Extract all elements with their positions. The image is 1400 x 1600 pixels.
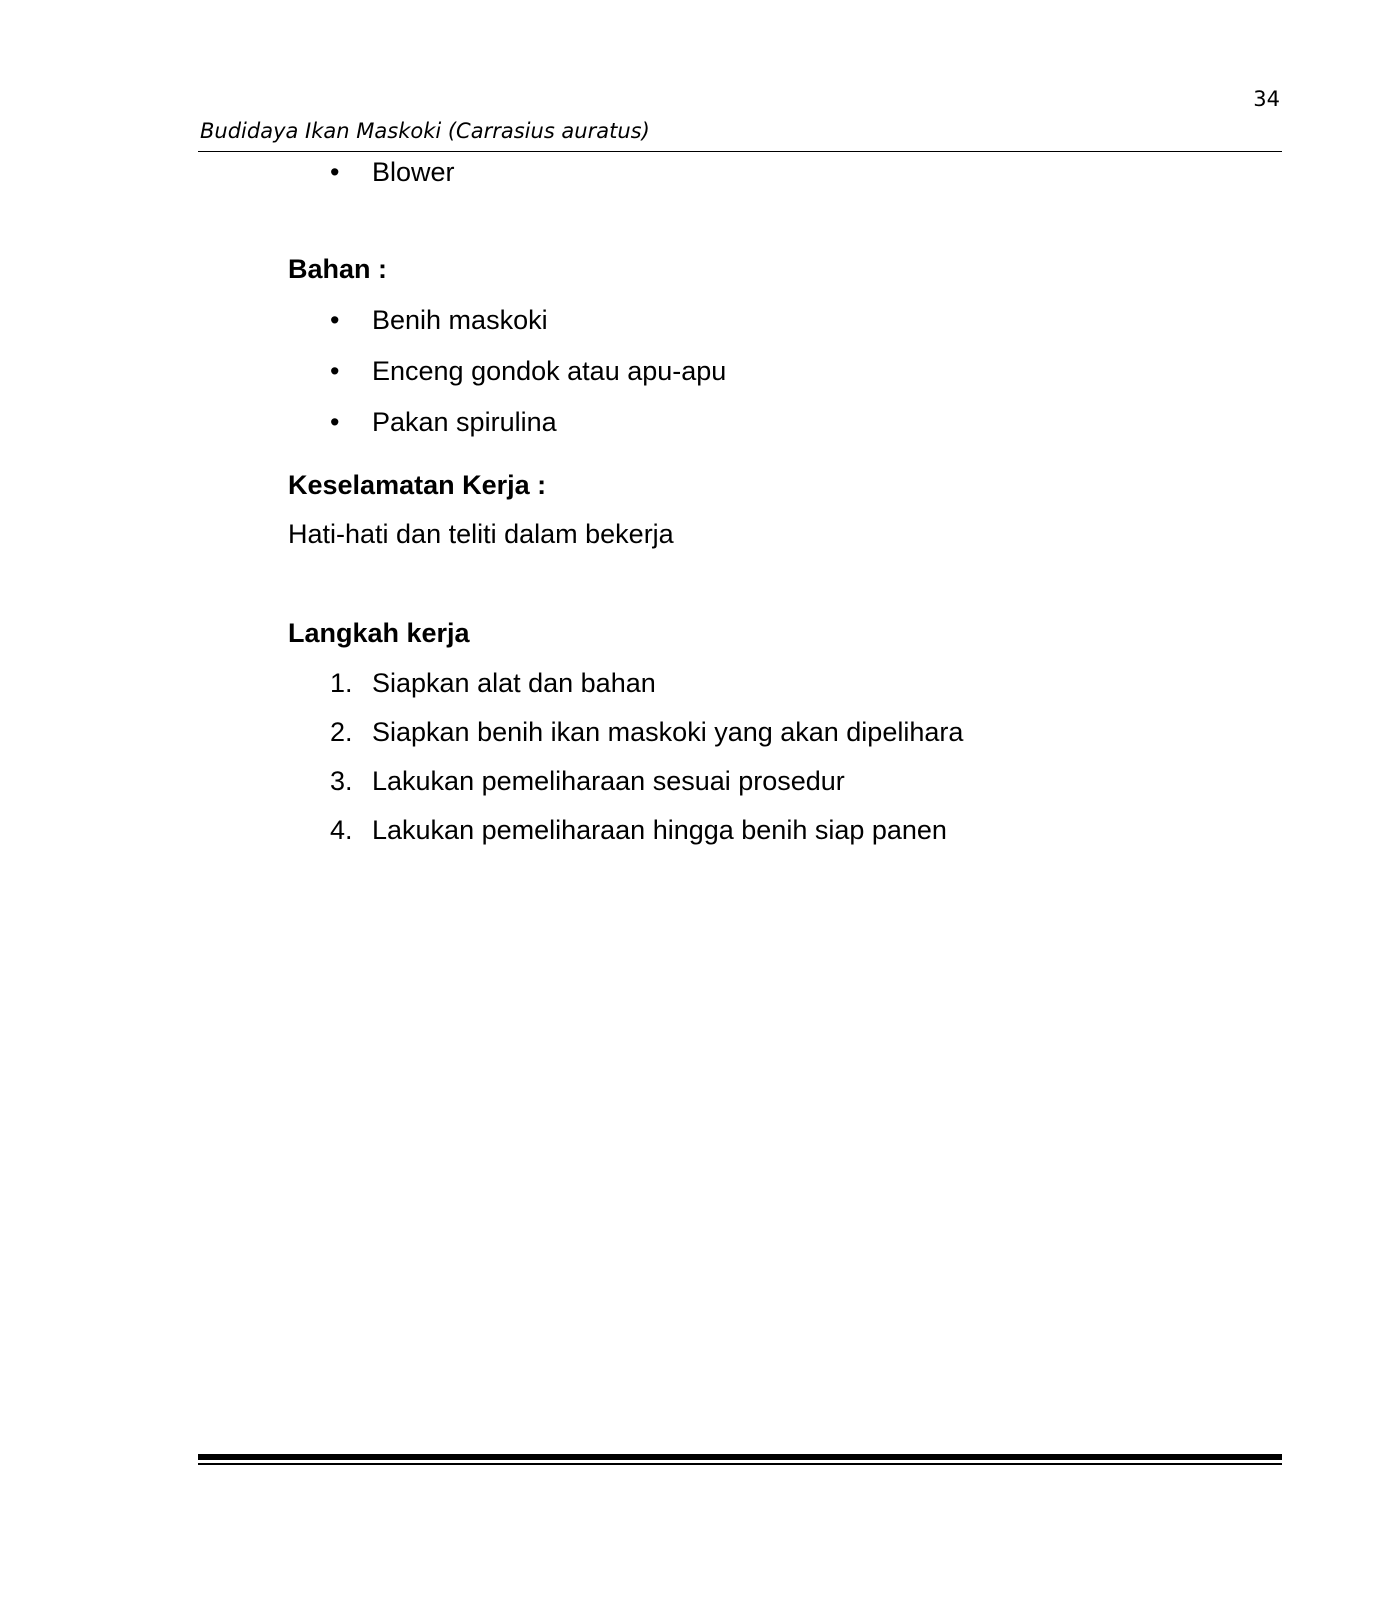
list-item [320, 667, 656, 699]
keselamatan-text: Hati-hati dan teliti dalam bekerja [288, 519, 674, 549]
list-item-text: Enceng gondok atau apu-apu [372, 356, 727, 386]
list-item [320, 406, 557, 438]
section-heading-bahan: Bahan : [288, 254, 388, 284]
running-header: Budidaya Ikan Maskoki (Carrasius auratus) [200, 119, 650, 143]
list-number: 4. [330, 815, 353, 845]
list-item-text: Blower [372, 157, 455, 187]
list-item-text: Lakukan pemeliharaan sesuai prosedur [372, 766, 845, 796]
section-heading-keselamatan: Keselamatan Kerja : [288, 470, 547, 500]
section-heading-langkah: Langkah kerja [288, 618, 470, 648]
list-number: 1. [330, 668, 353, 698]
list-item [320, 716, 963, 748]
footer-rule-thick [198, 1454, 1282, 1460]
list-item-text: Lakukan pemeliharaan hingga benih siap panen [372, 815, 947, 845]
bullet-icon: • [330, 356, 340, 386]
list-item-text: Siapkan alat dan bahan [372, 668, 656, 698]
bullet-icon: • [330, 407, 340, 437]
list-item-text: Siapkan benih ikan maskoki yang akan dipelihara [372, 717, 964, 747]
bullet-icon: • [330, 157, 340, 187]
list-item [320, 814, 947, 846]
list-item [320, 765, 845, 797]
list-item-text: Benih maskoki [372, 305, 548, 335]
bullet-icon: • [330, 305, 340, 335]
footer-rule-thin [198, 1463, 1282, 1465]
list-item [320, 304, 548, 336]
list-item [320, 355, 726, 387]
list-number: 2. [330, 717, 353, 747]
page-number: 34 [1253, 87, 1280, 111]
list-number: 3. [330, 766, 353, 796]
header-rule [198, 151, 1282, 152]
list-item-text: Pakan spirulina [372, 407, 557, 437]
list-item [320, 156, 455, 188]
